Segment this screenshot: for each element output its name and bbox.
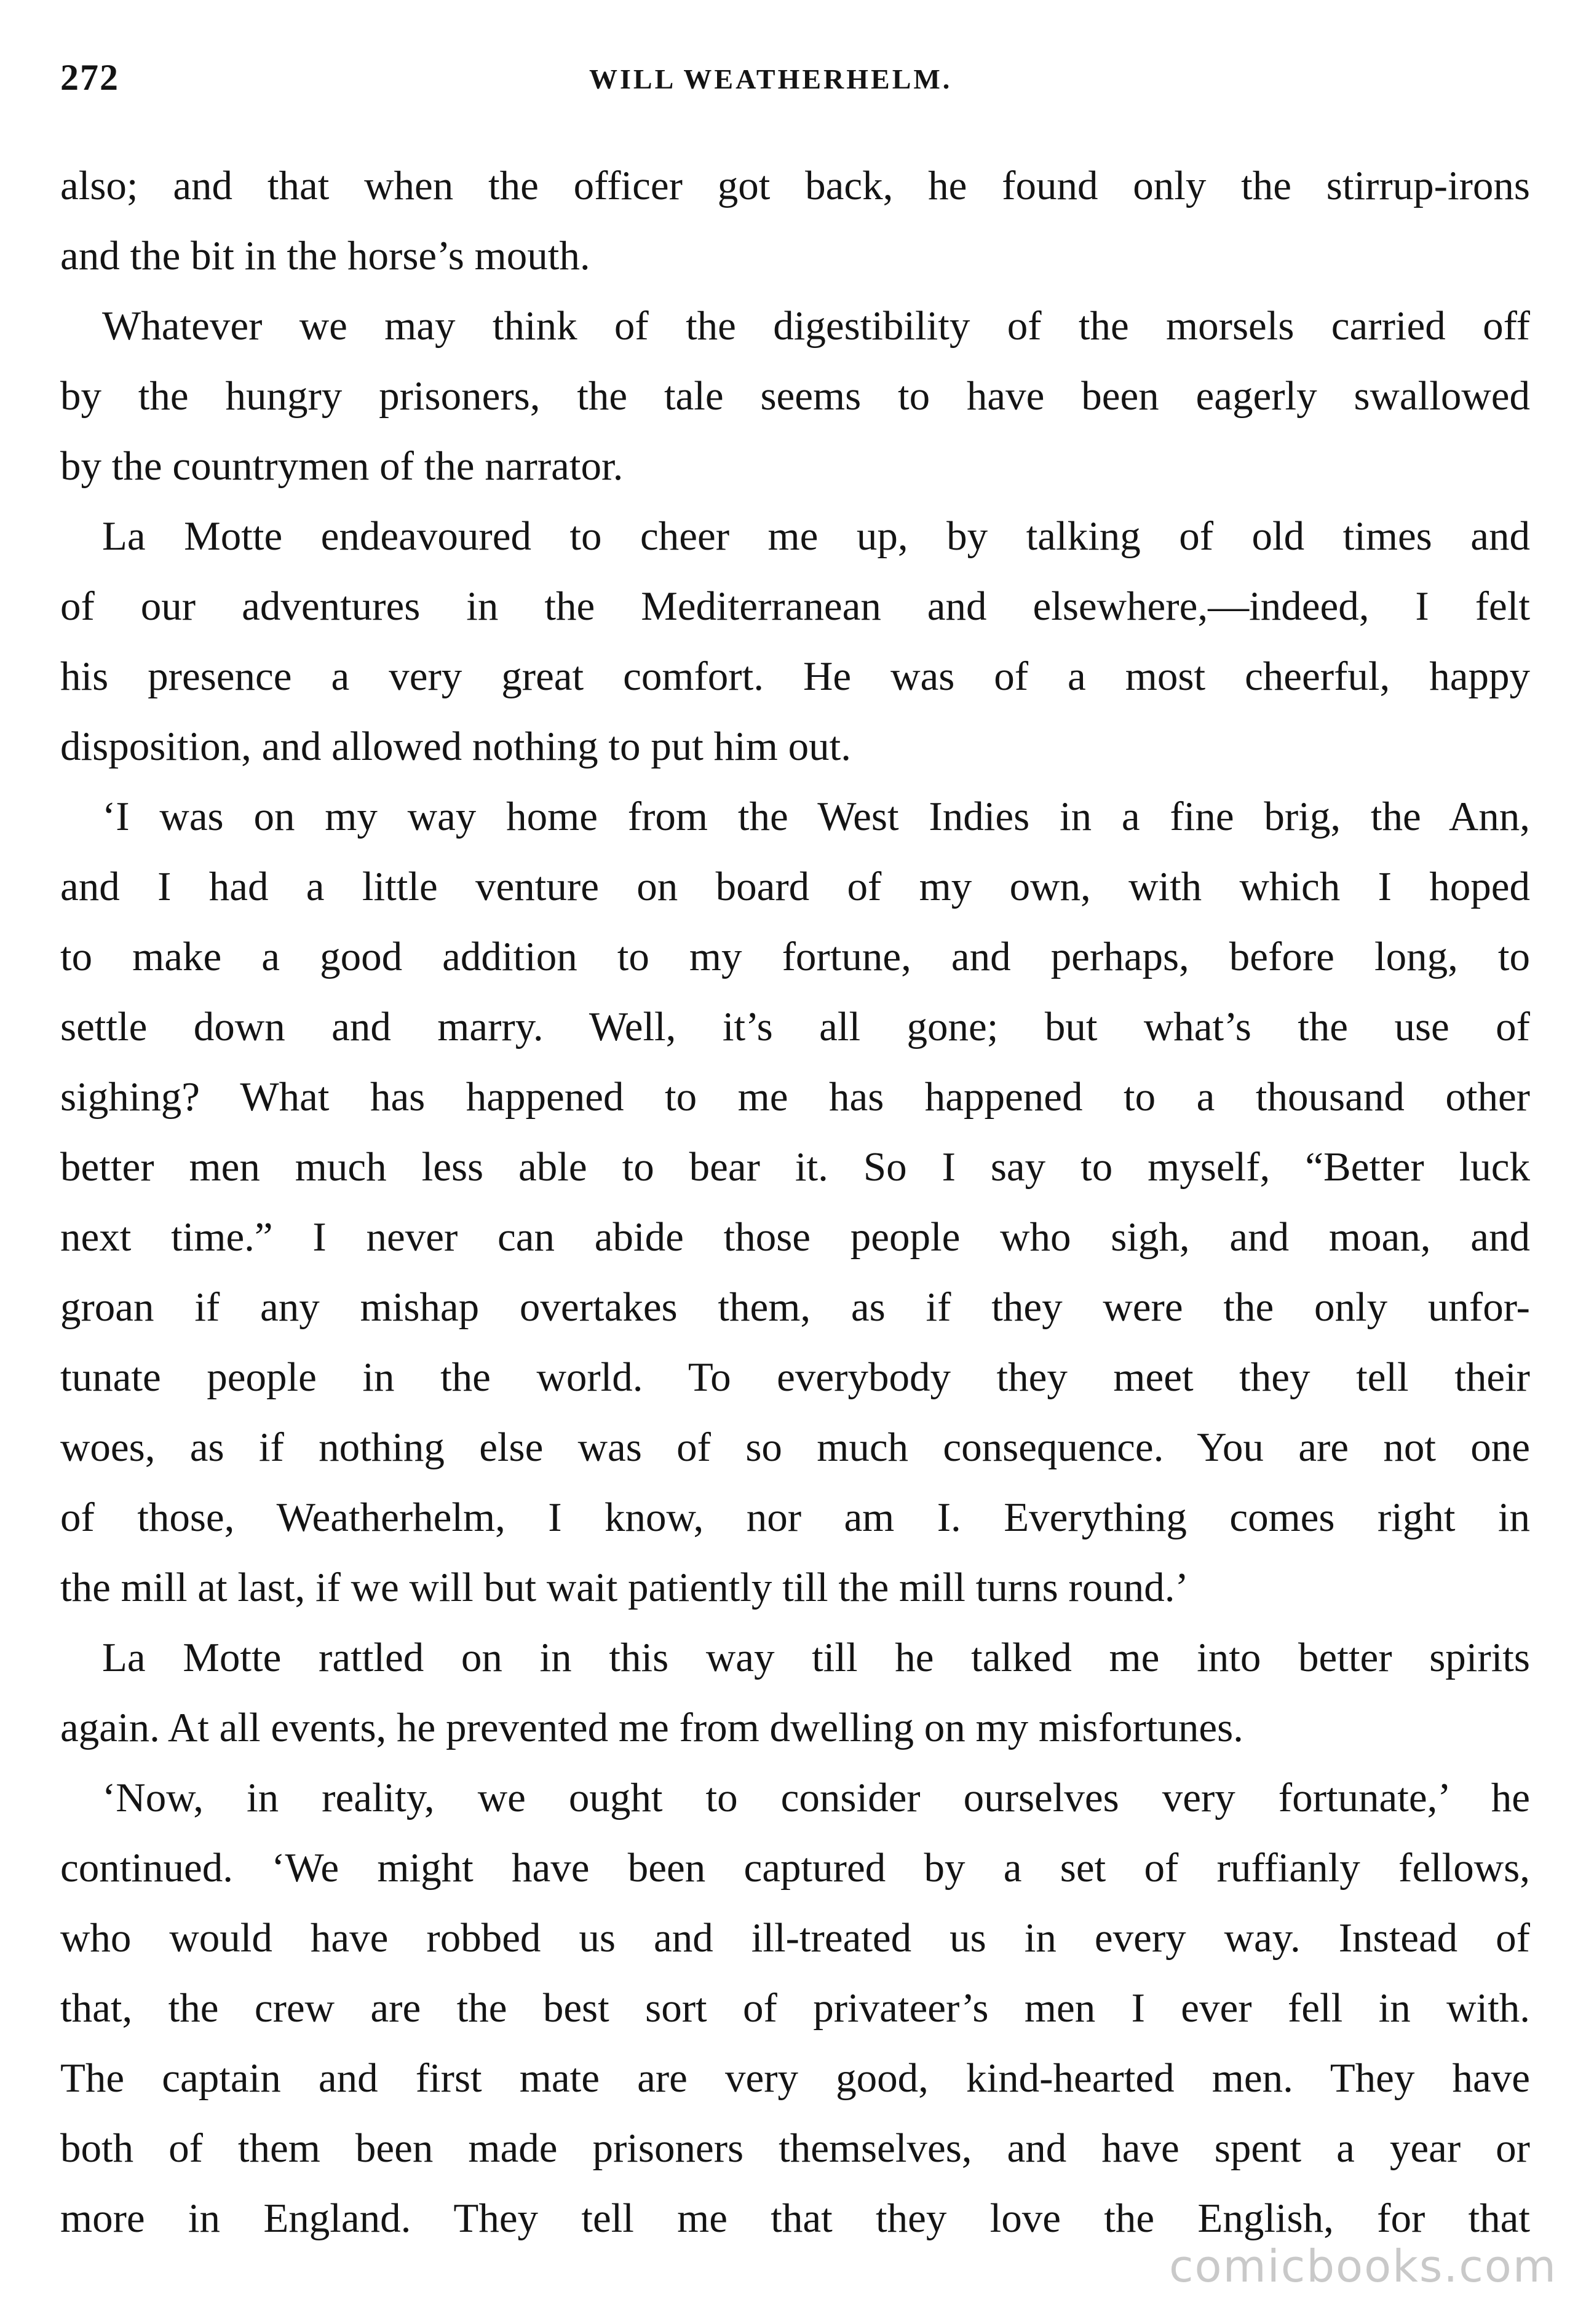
text-line: settle down and marry. Well, it’s all gone; but what’s the use of xyxy=(60,1004,1530,1049)
text-line: to make a good addition to my fortune, and perhaps, before long, to xyxy=(60,934,1530,979)
text-line: disposition, and allowed nothing to put him out. xyxy=(60,724,851,769)
text-line: the mill at last, if we will but wait patiently till the mill turns round.’ xyxy=(60,1565,1189,1610)
text-line: ‘Now, in reality, we ought to consider ourselves very fortunate,’ he xyxy=(102,1775,1530,1820)
page-header xyxy=(60,57,1536,112)
text-line: who would have robbed us and ill-treated us in every way. Instead of xyxy=(60,1915,1530,1961)
text-line: again. At all events, he prevented me from dwelling on my misfortunes. xyxy=(60,1705,1243,1750)
text-line: Whatever we may think of the digestibility of the morsels carried off xyxy=(102,303,1530,349)
text-line: and I had a little venture on board of my own, with which I hoped xyxy=(60,864,1530,909)
text-line: of our adventures in the Mediterranean and elsewhere,—indeed, I felt xyxy=(60,583,1530,629)
watermark: comicbooks.com xyxy=(1168,2240,1557,2292)
text-line: sighing? What has happened to me has happened to a thousand other xyxy=(60,1074,1530,1120)
text-line: tunate people in the world. To everybody they meet they tell their xyxy=(60,1354,1530,1400)
running-title: WILL WEATHERHELM. xyxy=(589,63,953,95)
text-line: woes, as if nothing else was of so much consequence. You are not one xyxy=(60,1425,1530,1470)
text-line: by the countrymen of the narrator. xyxy=(60,443,624,489)
text-line: his presence a very great comfort. He was of a most cheerful, happy xyxy=(60,654,1530,699)
text-line: by the hungry prisoners, the tale seems to have been eagerly swallowed xyxy=(60,373,1530,419)
text-line: next time.” I never can abide those people who sigh, and moan, and xyxy=(60,1214,1530,1260)
text-line: that, the crew are the best sort of privateer’s men I ever fell in with. xyxy=(60,1985,1530,2031)
text-line: groan if any mishap overtakes them, as if they were the only unfor- xyxy=(60,1284,1530,1330)
body-text xyxy=(60,151,1530,2253)
page-number: 272 xyxy=(60,57,119,98)
text-line: of those, Weatherhelm, I know, nor am I. Everything comes right in xyxy=(60,1495,1530,1540)
text-line: better men much less able to bear it. So I say to myself, “Better luck xyxy=(60,1144,1530,1190)
text-line: La Motte rattled on in this way till he talked me into better spirits xyxy=(102,1635,1530,1680)
text-line: ‘I was on my way home from the West Indies in a fine brig, the Ann, xyxy=(102,794,1530,839)
text-line: The captain and first mate are very good, kind-hearted men. They have xyxy=(60,2055,1530,2101)
text-line: both of them been made prisoners themselves, and have spent a year or xyxy=(60,2125,1530,2171)
text-line: more in England. They tell me that they love the English, for that xyxy=(60,2196,1530,2241)
text-line: and the bit in the horse’s mouth. xyxy=(60,233,590,279)
text-line: also; and that when the officer got back, he found only the stirrup-irons xyxy=(60,163,1530,208)
text-line: continued. ‘We might have been captured by a set of ruffianly fellows, xyxy=(60,1845,1530,1891)
text-line: La Motte endeavoured to cheer me up, by talking of old times and xyxy=(102,513,1530,559)
